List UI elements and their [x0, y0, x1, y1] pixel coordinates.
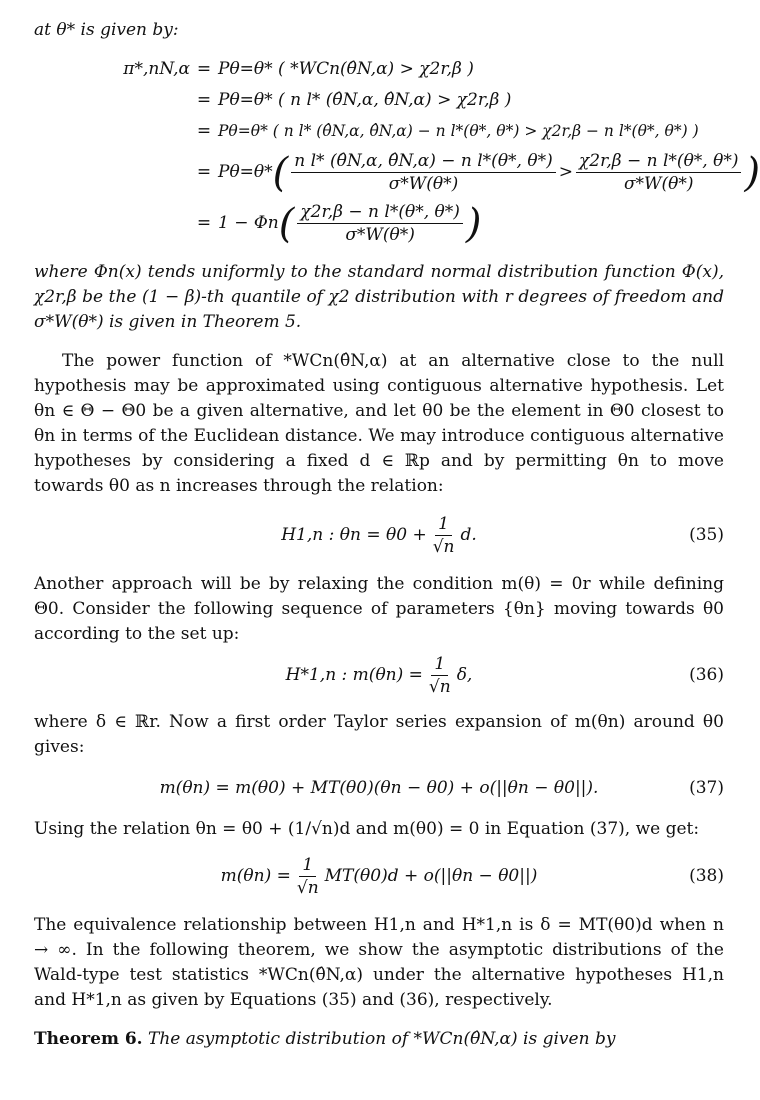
power-eq-rel-4: =	[196, 162, 212, 182]
eq35-right: d.	[460, 525, 477, 545]
paragraph-equivalence: The equivalence relationship between H1,n and H*1,n is δ = MT(θ0)d when n → ∞. In the following theorem, we show the asymptotic distributions of the Wald-type test statistics *WCn(θ̂N,α) under the alternative hypotheses H1,n and H*1,n as given by Equations (35) and (36), respectively.	[34, 915, 724, 1010]
eq36-right: δ,	[456, 665, 473, 685]
eq36-number: (36)	[689, 665, 724, 685]
paragraph-using-relation: Using the relation θn = θ0 + (1/√n)d and m(θ0) = 0 in Equation (37), we get:	[34, 819, 700, 839]
frac2-num: χ2r,β − n l*(θ*, θ*)	[576, 150, 742, 173]
frac1-num: n l* (θ̂N,α, θ̂N,α) − n l*(θ*, θ*)	[291, 150, 555, 173]
equation-38	[34, 854, 724, 899]
power-eq-rel-5: =	[196, 213, 212, 233]
page	[34, 18, 760, 1052]
intro-line: at θ* is given by:	[34, 20, 179, 40]
frac1-den: σ*W(θ*)	[388, 174, 459, 194]
power-eq-row4-frac1	[291, 150, 555, 195]
eq38-left: m(θn) =	[220, 866, 291, 886]
power-eq-rhs-4	[218, 150, 760, 195]
eq36-num: 1	[431, 653, 448, 676]
eq35-number: (35)	[689, 525, 724, 545]
theorem-label: Theorem 6.	[34, 1029, 143, 1049]
frac2-den: σ*W(θ*)	[623, 174, 694, 194]
paren-open: (	[278, 200, 295, 247]
eq37-number: (37)	[689, 778, 724, 798]
eq36-frac	[426, 653, 454, 698]
paren-close: )	[465, 200, 482, 247]
equation-36	[34, 653, 724, 698]
power-eq-rhs-2: Pθ=θ* ( n l* (θ̂N,α, θ̂N,α) > χ2r,β )	[218, 90, 512, 110]
eq35-left: H1,n : θn = θ0 +	[281, 525, 427, 545]
power-eq-row5-frac	[297, 201, 463, 246]
frac-den: σ*W(θ*)	[345, 225, 415, 245]
paragraph-taylor: where δ ∈ ℝr. Now a first order Taylor series expansion of m(θn) around θ0 gives:	[34, 712, 724, 757]
power-eq-lhs: π*,nN,α	[123, 59, 190, 79]
power-eq-row4-prefix: Pθ=θ*	[218, 162, 273, 182]
eq37-body: m(θn) = m(θ0) + MT(θ0)(θn − θ0) + o(||θn − θ0||).	[159, 778, 599, 798]
eq38-number: (38)	[689, 866, 724, 886]
eq38-frac	[294, 854, 322, 899]
paragraph-another-approach: Another approach will be by relaxing the condition m(θ) = 0r while defining Θ0. Consider the following sequence of parameters {θn} moving towards θ0 according to the set up:	[34, 574, 724, 644]
frac-num: χ2r,β − n l*(θ*, θ*)	[297, 201, 463, 224]
power-eq-rel-1: =	[196, 59, 212, 79]
power-eq-row4-frac2	[576, 150, 742, 195]
eq38-right: MT(θ0)d + o(||θn − θ0||)	[324, 866, 538, 886]
power-eq-rhs-3: Pθ=θ* ( n l* (θ̂N,α, θ̂N,α) − n l*(θ*, θ*) > χ2r,β − n l*(θ*, θ*) )	[218, 122, 699, 140]
eq38-num: 1	[299, 854, 316, 877]
power-eq-row5-prefix: 1 − Φn	[218, 213, 279, 233]
eq35-den: √n	[432, 537, 455, 557]
theorem-6	[34, 1027, 724, 1052]
paragraph-power-function: The power function of *WCn(θ̂N,α) at an alternative close to the null hypothesis may be approximated using contiguous alternative hypothesis. Let θn ∈ Θ − Θ0 be a given alternative, and let θ0 be the element in Θ0 closest to θn in terms of the Euclidean distance. We may introduce contiguous alternative hypotheses by considering a fixed d ∈ ℝp and by permitting θn to move towards θ0 as n increases through the relation:	[34, 351, 724, 496]
eq35-num: 1	[435, 513, 452, 536]
paragraph-where: where Φn(x) tends uniformly to the standard normal distribution function Φ(x), χ2r,β be the (1 − β)-th quantile of χ2 distribution with r degrees of freedom and σ*W(θ*) is given in Theorem 5.	[34, 262, 724, 332]
power-eq-row4-op: >	[558, 162, 573, 182]
equation-37	[34, 776, 724, 801]
paren-close: )	[744, 149, 760, 196]
power-eq-rhs-1: Pθ=θ* ( *WCn(θ̂N,α) > χ2r,β )	[218, 59, 474, 79]
equation-35	[34, 513, 724, 558]
power-function-equation	[94, 57, 760, 247]
paren-open: (	[272, 149, 289, 196]
theorem-text: The asymptotic distribution of *WCn(θ̂N,α) is given by	[148, 1029, 616, 1049]
eq36-left: H*1,n : m(θn) =	[285, 665, 423, 685]
power-eq-rel-2: =	[196, 90, 212, 110]
power-eq-rel-3: =	[196, 121, 212, 141]
eq36-den: √n	[428, 677, 451, 697]
eq35-frac	[430, 513, 458, 558]
eq38-den: √n	[296, 878, 319, 898]
power-eq-rhs-5	[218, 201, 760, 246]
